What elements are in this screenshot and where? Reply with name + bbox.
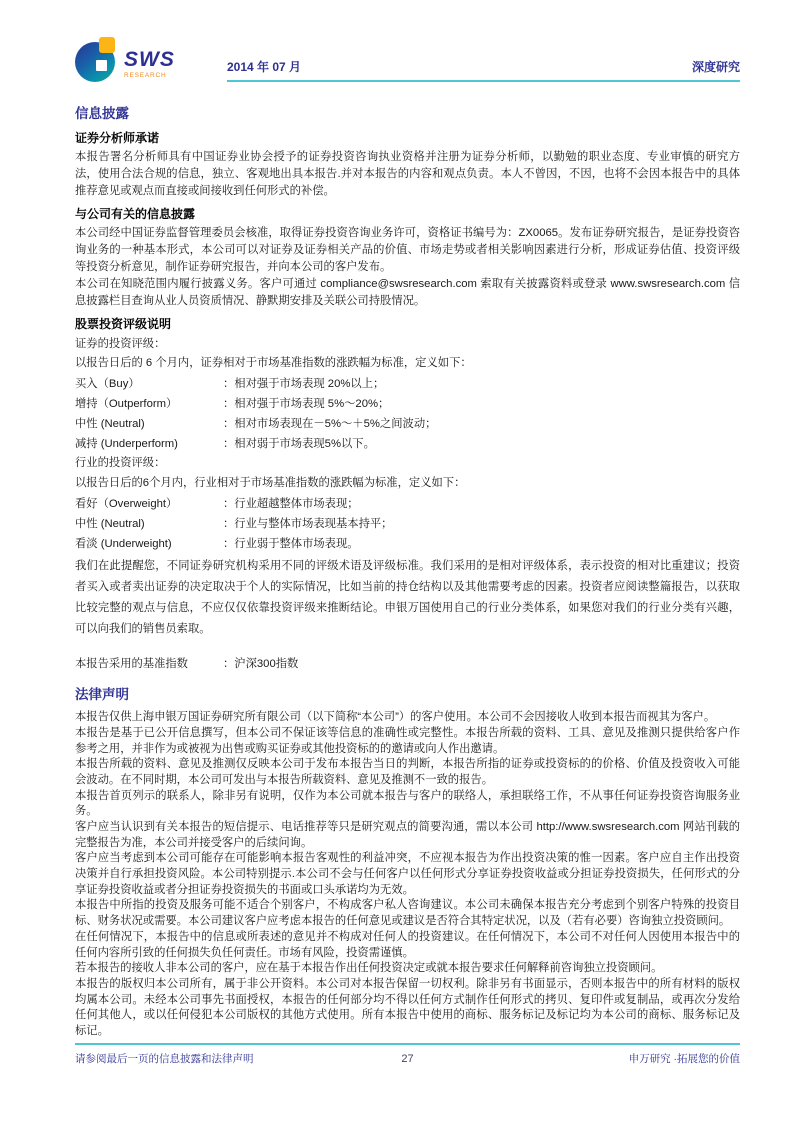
rating-definition: ：相对强于市场表现 5%～20%； [223,398,390,411]
rating-label: 买入（Buy） [75,378,140,391]
legal-paragraphs [75,710,740,1039]
rating-definition: ：相对强于市场表现 20%以上； [223,378,385,391]
legal-paragraph: 本报告中所指的投资及服务可能不适合个别客户，不构成客户私人咨询建议。本公司未确保本报告充分考虑到个别客户特殊的投资目标、财务状况或需要。本公司建议客户应考虑本报告的任何意见或建议是否符合其特定状况，以及（若有必要）咨询独立投资顾问。 [75,899,740,928]
footer-disclaimer-note: 请参阅最后一页的信息披露和法律声明 [75,1053,254,1065]
heading-company-disclosure: 与公司有关的信息披露 [75,206,196,221]
security-rating-intro: 以报告日后的 6 个月内，证券相对于市场基准指数的涨跌幅为标准，定义如下： [75,357,472,370]
rating-label: 中性 (Neutral) [75,418,145,431]
legal-paragraph: 客户应当认识到有关本报告的短信提示、电话推荐等只是研究观点的简要沟通，需以本公司 http://www.swsresearch.com 网站刊载的完整报告为准，本公司并接受客户的后续问询。 [75,821,740,849]
footer-slogan: 申万研究 ·拓展您的价值 [628,1053,740,1065]
rating-label: 增持（Outperform） [75,398,178,411]
header-title-bar [227,36,740,82]
report-date: 2014 年 07 月 [227,60,302,74]
analyst-commitment-text: 本报告署名分析师具有中国证券业协会授予的证券投资咨询执业资格并注册为证券分析师，以勤勉的职业态度、专业审慎的研究方法，使用合法合规的信息，独立、客观地出具本报告.并对本报告的内容和观点负责。本人不曾因，不因，也将不会因本报告中的具体推荐意见或观点而直接或间接收到任何形式的补偿。 [75,151,740,197]
page-header [75,36,740,90]
logo-wordmark [124,49,175,84]
legal-paragraph: 本报告首页列示的联系人，除非另有说明，仅作为本公司就本报告与客户的联络人，承担联络工作，不从事任何证券投资咨询服务业务。 [75,789,740,818]
rating-note-text: 我们在此提醒您，不同证券研究机构采用不同的评级术语及评级标准。我们采用的是相对评级体系，表示投资的相对比重建议；投资者买入或者卖出证券的决定取决于个人的实际情况，比如当前的持仓结构以及其他需要考虑的因素。投资者应阅读整篇报告，以获取比较完整的观点与信息，不应仅仅依靠投资评级来推断结论。申银万国使用自己的行业分类体系，如果您对我们的行业分类有兴趣，可以向我们的销售员索取。 [75,560,740,636]
benchmark-value: ：沪深300指数 [223,658,299,671]
rating-label: 看好（Overweight） [75,497,178,510]
rating-definition: ：行业与整体市场表现基本持平； [223,518,393,531]
sws-logo-icon [75,36,119,84]
page-footer [75,1043,740,1066]
legal-paragraph: 本报告是基于已公开信息撰写，但本公司不保证该等信息的准确性或完整性。本报告所载的资料、工具、意见及推测只提供给客户作参考之用，并非作为或被视为出售或购买证券或其他投资标的的邀请或向人作出邀请。 [75,726,740,755]
security-rating-label: 证券的投资评级： [75,337,166,350]
benchmark-label: 本报告采用的基准指数 [75,658,188,671]
legal-paragraph: 若本报告的接收人非本公司的客户，应在基于本报告作出任何投资决定或就本报告要求任何解释前咨询独立投资顾问。 [75,962,663,975]
rating-row [75,534,740,554]
rating-row [75,394,740,414]
rating-row [75,374,740,394]
company-disclosure-text-1: 本公司经中国证券监督管理委员会核准，取得证券投资咨询业务许可，资格证书编号为：ZX0065。发布证券研究报告，是证券投资咨询业务的一种基本形式，本公司可以对证券及证券相关产品的价值、市场走势或者相关影响因素进行分析，形成证券估值、投资评级等投资分析意见，制作证券研究报告，并向本公司的客户发布。 [75,226,740,273]
logo-text-sws: SWS [124,48,175,71]
industry-rating-intro: 以报告日后的6个月内，行业相对于市场基准指数的涨跌幅为标准，定义如下： [75,477,466,490]
industry-rating-label: 行业的投资评级： [75,457,166,470]
company-disclosure-text-2: 本公司在知晓范围内履行披露义务。客户可通过 compliance@swsresearch.com 索取有关披露资料或登录 www.swsresearch.com 信息披露栏目查询从业人员资质情况、静默期安排及关联公司持股情况。 [75,277,740,307]
benchmark-index-row [75,655,740,671]
legal-paragraph: 本报告的版权归本公司所有，属于非公开资料。本公司对本报告保留一切权利。除非另有书面显示，否则本报告中的所有材料的版权均属本公司。未经本公司事先书面授权，本报告的任何部分均不得以任何方式制作任何形式的拷贝、复印件或复制品，或再次分发给任何其他人，或以任何侵犯本公司版权的其他方式使用。所有本报告中使用的商标、服务标记及标记均为本公司的商标、服务标记及标记。 [75,977,740,1037]
rating-definition: ：行业超越整体市场表现； [223,497,359,510]
rating-row [75,414,740,434]
section-title-disclosure: 信息披露 [75,106,129,121]
rating-definition: ：行业弱于整体市场表现。 [223,538,359,551]
rating-row [75,494,740,514]
logo-square-shape [99,37,115,53]
page-number: 27 [401,1053,414,1065]
rating-label: 中性 (Neutral) [75,518,145,531]
rating-row [75,434,740,454]
heading-rating-explanation: 股票投资评级说明 [75,316,172,331]
rating-row [75,514,740,534]
industry-rating-table [75,494,740,554]
legal-paragraph: 本报告仅供上海申银万国证券研究所有限公司（以下简称“本公司”）的客户使用。本公司不会因接收人收到本报告而视其为客户。 [75,711,716,724]
legal-paragraph: 本报告所载的资料、意见及推测仅反映本公司于发布本报告当日的判断，本报告所指的证券或投资标的的价格、价值及投资收入可能会波动。在不同时期，本公司可发出与本报告所载资料、意见及推测不一致的报告。 [75,758,740,786]
heading-analyst-commitment: 证券分析师承诺 [75,131,160,145]
rating-label: 减持 (Underperform) [75,438,178,451]
rating-definition: ：相对弱于市场表现5%以下。 [223,438,375,451]
legal-paragraph: 在任何情况下，本报告中的信息或所表述的意见并不构成对任何人的投资建议。在任何情况下，本公司不对任何人因使用本报告中的任何内容所引致的任何损失负任何责任。市场有风险，投资需谨慎。 [75,930,740,959]
sws-logo [75,36,175,84]
security-rating-table [75,374,740,454]
legal-paragraph: 客户应当考虑到本公司可能存在可能影响本报告客观性的利益冲突，不应视本报告为作出投资决策的惟一因素。客户应自主作出投资决策并自行承担投资风险。本公司特别提示.本公司不会与任何客户以任何形式分享证券投资收益或分担证券投资损失，任何形式的分享证券投资收益或者分担证券投资损失的书面或口头承诺均为无效。 [75,852,740,896]
rating-definition: ：相对市场表现在－5%～＋5%之间波动； [223,418,437,431]
logo-notch-shape [96,60,107,71]
section-title-legal: 法律声明 [75,687,129,703]
logo-text-research: RESEARCH [124,72,167,79]
report-type-label: 深度研究 [691,60,740,74]
rating-label: 看淡 (Underweight) [75,538,172,551]
